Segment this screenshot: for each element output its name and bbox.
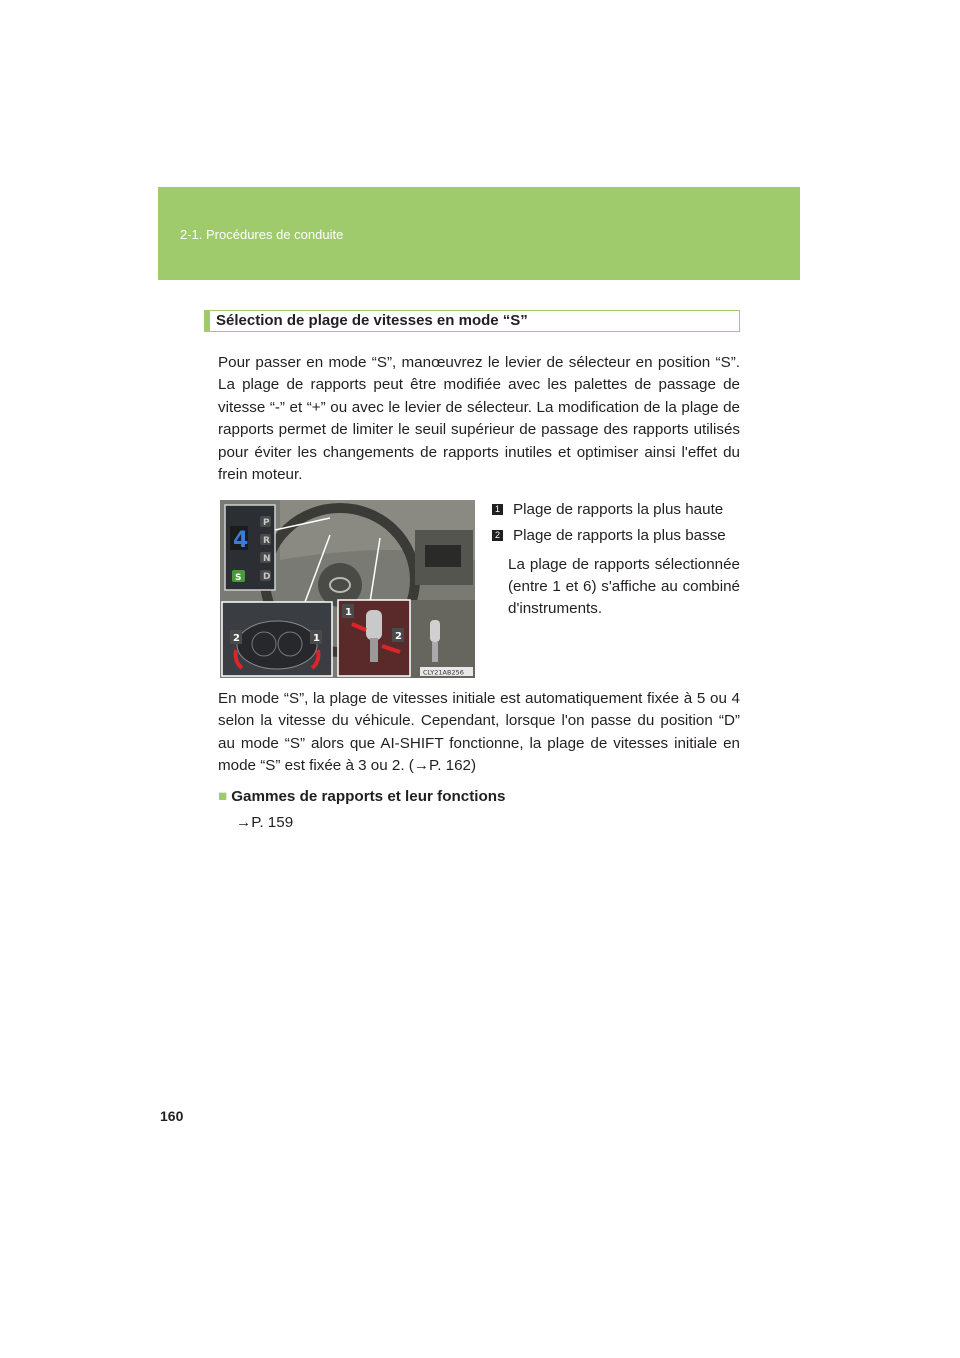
console-shifter	[430, 620, 440, 642]
gear-letter-p: P	[263, 518, 270, 528]
shift-lever-shaft	[370, 638, 378, 662]
second-paragraph: En mode “S”, la plage de vitesses initiale est automatiquement fixée à 5 ou 4 selon la vitesse du véhicule. Cependant, lorsque l'on passe du position “D” au mode “S” alors que AI-SHIFT fonctionne, la plage de vitesses initiale en mode “S” est fixée à 3 ou 2. (→P. 162)	[218, 690, 740, 775]
callout-2a: 2	[233, 633, 240, 644]
breadcrumb: 2-1. Procédures de conduite	[180, 227, 344, 242]
illustration-svg	[220, 500, 475, 678]
image-code: CLY21AB256	[423, 668, 464, 677]
mode-letter: S	[235, 573, 242, 583]
callout-1a: 1	[313, 633, 320, 644]
intro-paragraph: Pour passer en mode “S”, manœuvrez le levier de sélecteur en position “S”. La plage de rapports peut être modifiée avec les palettes de passage de vitesse “-” et “+” ou avec le levier de sélecteur. La modification de la plage de rapports permet de limiter le seuil supérieur de passage des rapports utilisés pour éviter les changements de rapports inutiles et optimiser ainsi l'effet du frein moteur.	[218, 354, 740, 484]
lower-console	[410, 600, 475, 678]
section-heading	[204, 310, 740, 332]
legend-item-2	[492, 527, 726, 544]
instrument-cluster	[237, 621, 317, 669]
gear-letter-r: R	[263, 536, 270, 546]
subsection-marker: ■	[218, 788, 228, 805]
callout-2b: 2	[395, 631, 402, 642]
section-heading-bar	[204, 310, 210, 332]
legend-text-2: Plage de rapports la plus basse	[513, 527, 726, 544]
gear-letter-d: D	[263, 572, 271, 582]
legend-number-1: 1	[492, 504, 503, 515]
page-number: 160	[160, 1108, 184, 1124]
callout-1b: 1	[345, 607, 352, 618]
gear-letter-n: N	[263, 554, 271, 564]
page-reference-link[interactable]: →P. 159	[236, 814, 294, 831]
gear-selection-illustration	[220, 500, 475, 678]
section-title: Sélection de plage de vitesses en mode “S”	[216, 312, 528, 329]
legend-description: La plage de rapports sélectionnée (entre 1 et 6) s'affiche au combiné d'instruments.	[508, 556, 740, 617]
shift-lever	[366, 610, 382, 640]
gear-digit: 4	[233, 528, 249, 553]
subsection-title: Gammes de rapports et leur fonctions	[231, 788, 506, 805]
header-band	[158, 187, 800, 280]
legend-text-1: Plage de rapports la plus haute	[513, 501, 724, 518]
subsection-heading	[218, 788, 505, 805]
console-shifter-shaft	[432, 642, 438, 662]
legend-item-1	[492, 501, 723, 518]
legend-number-2: 2	[492, 530, 503, 541]
navigation-screen	[425, 545, 461, 567]
